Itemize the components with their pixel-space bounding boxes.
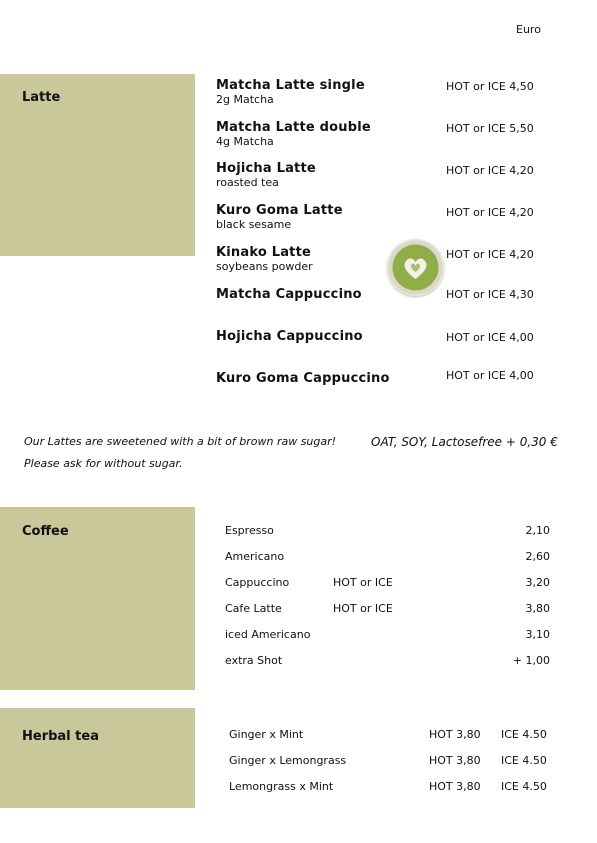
latte-item-name: Hojicha Cappuccino (216, 329, 363, 344)
currency-label: Euro (516, 23, 541, 36)
latte-section-title: Latte (22, 90, 61, 105)
latte-item-name: Kuro Goma Cappuccino (216, 371, 390, 386)
herbal-tea-section-panel (0, 708, 195, 808)
coffee-section-panel (0, 507, 195, 690)
latte-item-price: HOT or ICE 4,20 (446, 248, 534, 261)
coffee-item-name: extra Shot (225, 654, 283, 667)
herbal-tea-hot-price: HOT 3,80 (429, 754, 481, 767)
latte-item-name: Matcha Latte single (216, 78, 365, 93)
herbal-tea-ice-price: ICE 4.50 (501, 754, 547, 767)
coffee-item-price: 3,80 (525, 602, 550, 615)
latte-item-name: Hojicha Latte (216, 161, 316, 176)
herbal-tea-section-title: Herbal tea (22, 729, 99, 744)
latte-item-description: 4g Matcha (216, 135, 274, 148)
latte-section-panel (0, 74, 195, 256)
latte-item-description: 2g Matcha (216, 93, 274, 106)
herbal-tea-item-name: Ginger x Mint (229, 728, 304, 741)
milk-options-note: OAT, SOY, Lactosefree + 0,30 € (371, 435, 558, 449)
matcha-latte-art-image (387, 239, 444, 296)
coffee-section-title: Coffee (22, 524, 69, 539)
coffee-item-name: Americano (225, 550, 285, 563)
latte-item-price: HOT or ICE 4,00 (446, 331, 534, 344)
latte-item-price: HOT or ICE 4,30 (446, 288, 534, 301)
latte-item-price: HOT or ICE 4,00 (446, 369, 534, 382)
latte-item-price: HOT or ICE 4,20 (446, 206, 534, 219)
latte-item-price: HOT or ICE 4,20 (446, 164, 534, 177)
herbal-tea-item-name: Lemongrass x Mint (229, 780, 334, 793)
latte-item-name: Kinako Latte (216, 245, 312, 260)
latte-item-price: HOT or ICE 4,50 (446, 80, 534, 93)
coffee-item-name: Espresso (225, 524, 274, 537)
coffee-item-name: Cafe Latte (225, 602, 282, 615)
latte-item-name: Matcha Cappuccino (216, 287, 362, 302)
latte-item-description: black sesame (216, 218, 292, 231)
coffee-item-name: iced Americano (225, 628, 311, 641)
latte-item-price: HOT or ICE 5,50 (446, 122, 534, 135)
herbal-tea-hot-price: HOT 3,80 (429, 728, 481, 741)
coffee-item-price: + 1,00 (512, 654, 550, 667)
herbal-tea-ice-price: ICE 4.50 (501, 728, 547, 741)
latte-item-description: roasted tea (216, 176, 279, 189)
herbal-tea-item-name: Ginger x Lemongrass (229, 754, 347, 767)
sugar-note-line1: Our Lattes are sweetened with a bit of brown raw sugar! (24, 435, 337, 448)
latte-item-description: soybeans powder (216, 260, 313, 273)
coffee-item-option: HOT or ICE (333, 602, 393, 615)
coffee-item-price: 3,10 (525, 628, 550, 641)
coffee-item-price: 2,10 (525, 524, 550, 537)
coffee-item-name: Cappuccino (225, 576, 290, 589)
herbal-tea-ice-price: ICE 4.50 (501, 780, 547, 793)
coffee-item-price: 3,20 (525, 576, 550, 589)
latte-item-name: Matcha Latte double (216, 120, 371, 135)
herbal-tea-hot-price: HOT 3,80 (429, 780, 481, 793)
sugar-note-line2: Please ask for without sugar. (24, 457, 183, 470)
latte-item-name: Kuro Goma Latte (216, 203, 343, 218)
coffee-item-option: HOT or ICE (333, 576, 393, 589)
coffee-item-price: 2,60 (525, 550, 550, 563)
